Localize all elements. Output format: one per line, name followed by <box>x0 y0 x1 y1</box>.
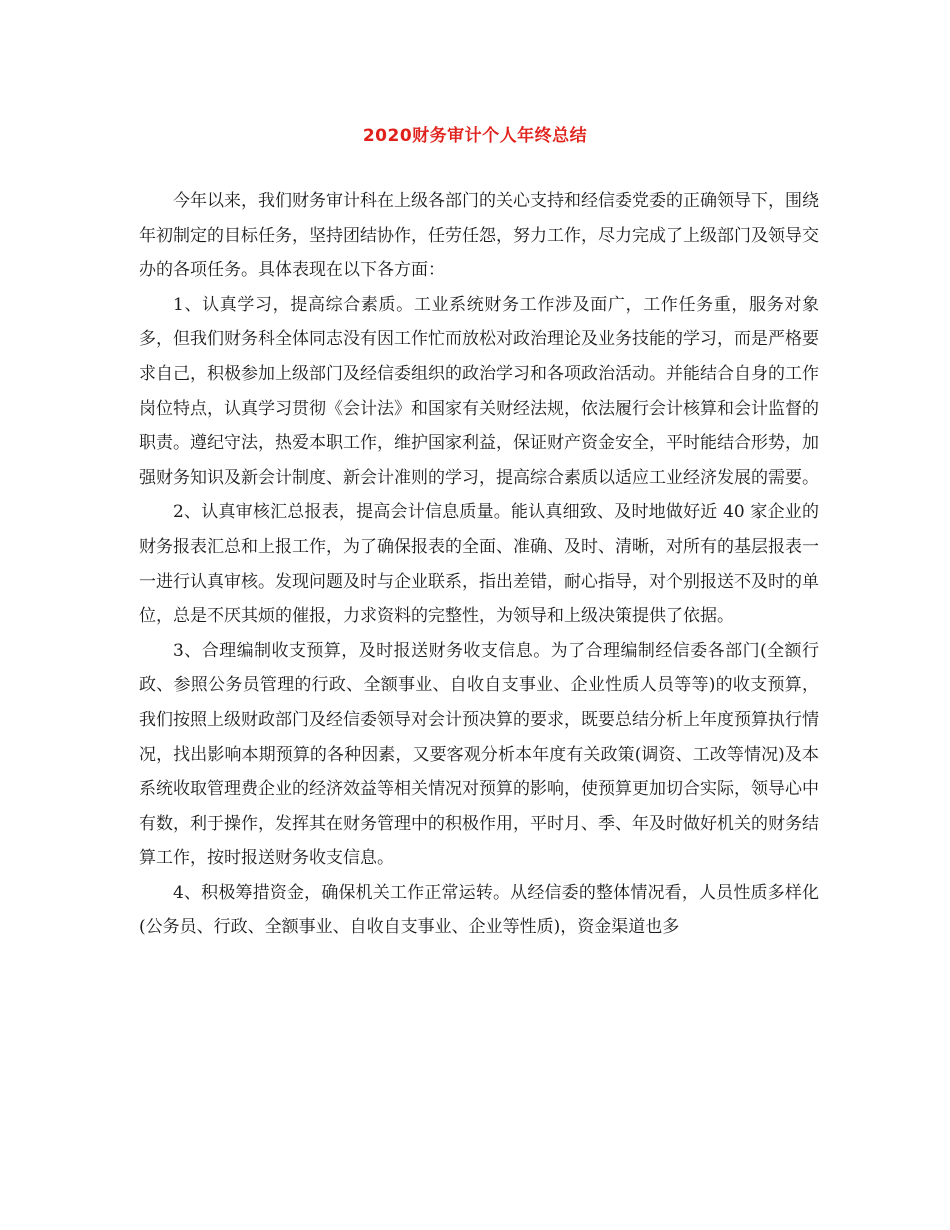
document-body <box>139 184 819 945</box>
paragraph-item-1: 1、认真学习，提高综合素质。工业系统财务工作涉及面广，工作任务重，服务对象多，但我们财务科全体同志没有因工作忙而放松对政治理论及业务技能的学习，而是严格要求自己，积极参加上级部门及经信委组织的政治学习和各项政治活动。并能结合自身的工作岗位特点，认真学习贯彻《会计法》和国家有关财经法规，依法履行会计核算和会计监督的职责。遵纪守法，热爱本职工作，维护国家利益，保证财产资金安全，平时能结合形势，加强财务知识及新会计制度、新会计准则的学习，提高综合素质以适应工业经济发展的需要。 <box>139 294 819 488</box>
paragraph-item-3: 3、合理编制收支预算，及时报送财务收支信息。为了合理编制经信委各部门(全额行政、参照公务员管理的行政、全额事业、自收自支事业、企业性质人员等等)的收支预算，我们按照上级财政部门及经信委领导对会计预决算的要求，既要总结分析上年度预算执行情况，找出影响本期预算的各种因素，又要客观分析本年度有关政策(调资、工改等情况)及本系统收取管理费企业的经济效益等相关情况对预算的影响，使预算更加切合实际，领导心中有数，利于操作，发挥其在财务管理中的积极作用，平时月、季、年及时做好机关的财务结算工作，按时报送财务收支信息。 <box>139 640 819 869</box>
document-title: 2020财务审计个人年终总结 <box>362 126 588 146</box>
paragraph-item-2: 2、认真审核汇总报表，提高会计信息质量。能认真细致、及时地做好近 40 家企业的财务报表汇总和上报工作，为了确保报表的全面、准确、及时、清晰，对所有的基层报表一一进行认真审核。发现问题及时与企业联系，指出差错，耐心指导，对个别报送不及时的单位，总是不厌其烦的催报，力求资料的完整性，为领导和上级决策提供了依据。 <box>139 502 819 627</box>
paragraph-item-4: 4、积极筹措资金，确保机关工作正常运转。从经信委的整体情况看，人员性质多样化(公务员、行政、全额事业、自收自支事业、企业等性质)，资金渠道也多 <box>139 882 819 938</box>
paragraph-intro: 今年以来，我们财务审计科在上级各部门的关心支持和经信委党委的正确领导下，围绕年初制定的目标任务，坚持团结协作，任劳任怨，努力工作，尽力完成了上级部门及领导交办的各项任务。具体表现在以下各方面： <box>139 191 819 281</box>
